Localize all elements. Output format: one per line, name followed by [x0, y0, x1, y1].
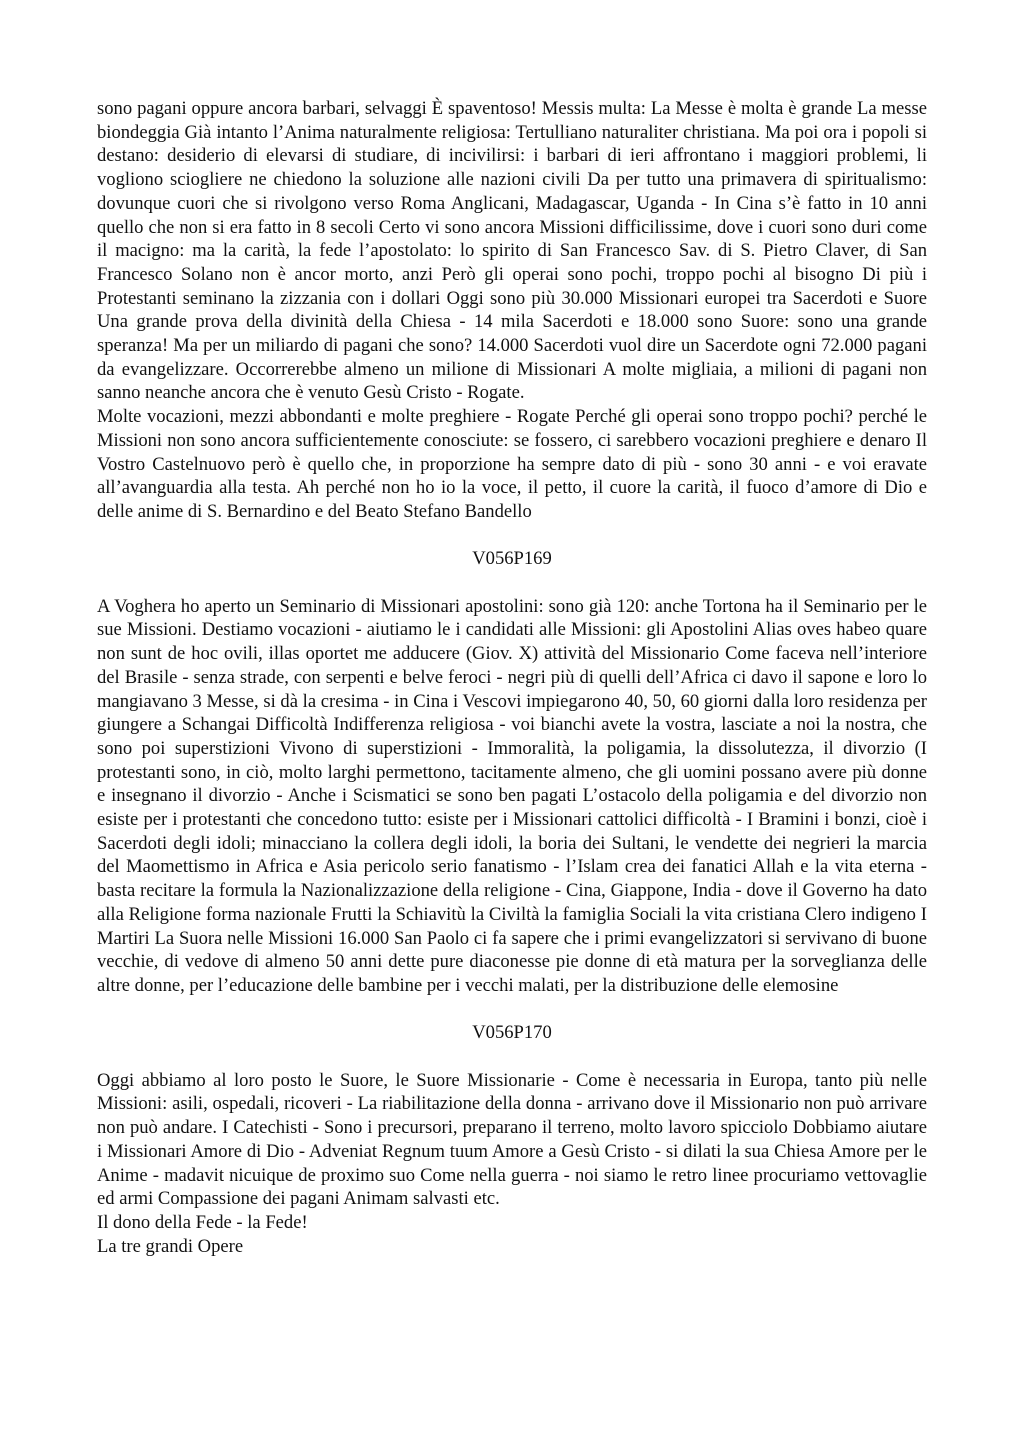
page-marker-169: V056P169: [472, 548, 552, 570]
paragraph-suore: Oggi abbiamo al loro posto le Suore, le Suore Missionarie - Come è necessaria in Europa, tanto più nelle Missioni: asili, ospedali, ricoveri - La riabilitazione della donna - arrivano dove il Missionario non può arrivare non può andare. I Catechisti - Sono i precursori, preparano il terreno, molto lavoro spicciolo Dobbiamo aiutare i Missionari Amore di Dio - Adveniat Regnum tuum Amore a Gesù Cristo - si dilati la sua Chiesa Amore per le Anime - madavit nicuique de proximo suo Come nella guerra - noi siamo le retro linee procuriamo vettovaglie ed armi Compassione dei pagani Animam salvasti etc.: [97, 1069, 927, 1210]
paragraph-voghera: A Voghera ho aperto un Seminario di Missionari apostolini: sono già 120: anche Tortona ha il Seminario per le sue Missioni. Destiamo vocazioni - aiutiamo le i candidati alle Missioni: gli Apostolini Alias oves habeo quare non sunt de hoc ovili, illas oportet me adducere (Giov. X) attività del Missionario Come faceva nell’interiore del Brasile - senza strade, con serpenti e belve feroci - negri più di quelli dell’Africa ci davo il sapone e loro lo mangiavano 3 Messe, si dà la cresima - in Cina i Vescovi impiegarono 40, 50, 60 giorni dalla loro residenza per giungere a Schangai Difficoltà Indifferenza religiosa - voi bianchi avete la vostra, lasciate a noi la nostra, che sono poi superstizioni Vivono di superstizioni - Immoralità, la poligamia, la dissolutezza, il divorzio (I protestanti sono, in ciò, molto larghi permettono, tacitamente almeno, che gli uomini possano avere più donne e insegnano il divorzio - Anche i Scismatici se sono ben pagati L’ostacolo della poligamia e del divorzio non esiste per i protestanti che concedono tutto: esiste per i Missionari cattolici difficoltà - I Bramini i bonzi, cioè i Sacerdoti degli idoli; minacciano la collera degli idoli, la boria dei Sultani, le vendette dei negrieri la marcia del Maomettismo in Africa e Asia pericolo serio fanatismo - l’Islam crea dei fanatici Allah e la vita eterna - basta recitare la formula la Nazionalizzazione della religione - Cina, Giappone, India - dove il Governo ha dato alla Religione forma nazionale Frutti la Schiavitù la Civiltà la famiglia Sociali la vita cristiana Clero indigeno I Martiri La Suora nelle Missioni 16.000 San Paolo ci fa sapere che i primi evangelizzatori si servivano di buone vecchie, di vedove di almeno 50 anni dette pure diaconesse pie donne di età matura per la sorveglianza delle altre donne, per l’educazione delle bambine per i vecchi malati, per la distribuzione delle elemosine: [97, 595, 927, 996]
paragraph-rogate: Molte vocazioni, mezzi abbondanti e molte preghiere - Rogate Perché gli operai sono troppo pochi? perché le Missioni non sono ancora sufficientemente conosciute: se fossero, ci sarebbero vocazioni preghiere e denaro Il Vostro Castelnuovo però è quello che, in proporzione ha sempre dato di più - sono 30 anni - e voi eravate all’avanguardia alla testa. Ah perché non ho io la voce, il petto, il cuore la carità, il fuoco d’amore di Dio e delle anime di S. Bernardino e del Beato Stefano Bandello: [97, 406, 927, 522]
document-page: [97, 97, 927, 1258]
page-marker-170: V056P170: [472, 1022, 552, 1044]
paragraph-fede: Il dono della Fede - la Fede!: [97, 1211, 308, 1233]
paragraph-opere: La tre grandi Opere: [97, 1235, 244, 1257]
paragraph-pagani: sono pagani oppure ancora barbari, selvaggi È spaventoso! Messis multa: La Messe è molta è grande La messe biondeggia Già intanto l’Anima naturalmente religiosa: Tertulliano naturaliter christiana. Ma poi ora i popoli si destano: desiderio di elevarsi di studiare, di incivilirsi: i barbari di ieri affrontano i maggiori problemi, li vogliono sciogliere ne chiedono la soluzione alle nazioni civili Da per tutto una primavera di spiritualismo: dovunque cuori che si rivolgono verso Roma Anglicani, Madagascar, Uganda - In Cina s’è fatto in 10 anni quello che non si era fatto in 8 secoli Certo vi sono ancora Missioni difficilissime, dove i cuori sono duri come il macigno: ma la carità, la fede l’apostolato: lo spirito di San Francesco Sav. di S. Pietro Claver, di San Francesco Solano non è ancor morto, anzi Però gli operai sono pochi, troppo pochi al bisogno Di più i Protestanti seminano la zizzania con i dollari Oggi sono più 30.000 Missionari europei tra Sacerdoti e Suore Una grande prova della divinità della Chiesa - 14 mila Sacerdoti e 18.000 sono Suore: sono una grande speranza! Ma per un miliardo di pagani che sono? 14.000 Sacerdoti vuol dire un Sacerdote ogni 72.000 pagani da evangelizzare. Occorrerebbe almeno un milione di Missionari A molte migliaia, a milioni di pagani non sanno neanche ancora che è venuto Gesù Cristo - Rogate.: [97, 98, 927, 404]
